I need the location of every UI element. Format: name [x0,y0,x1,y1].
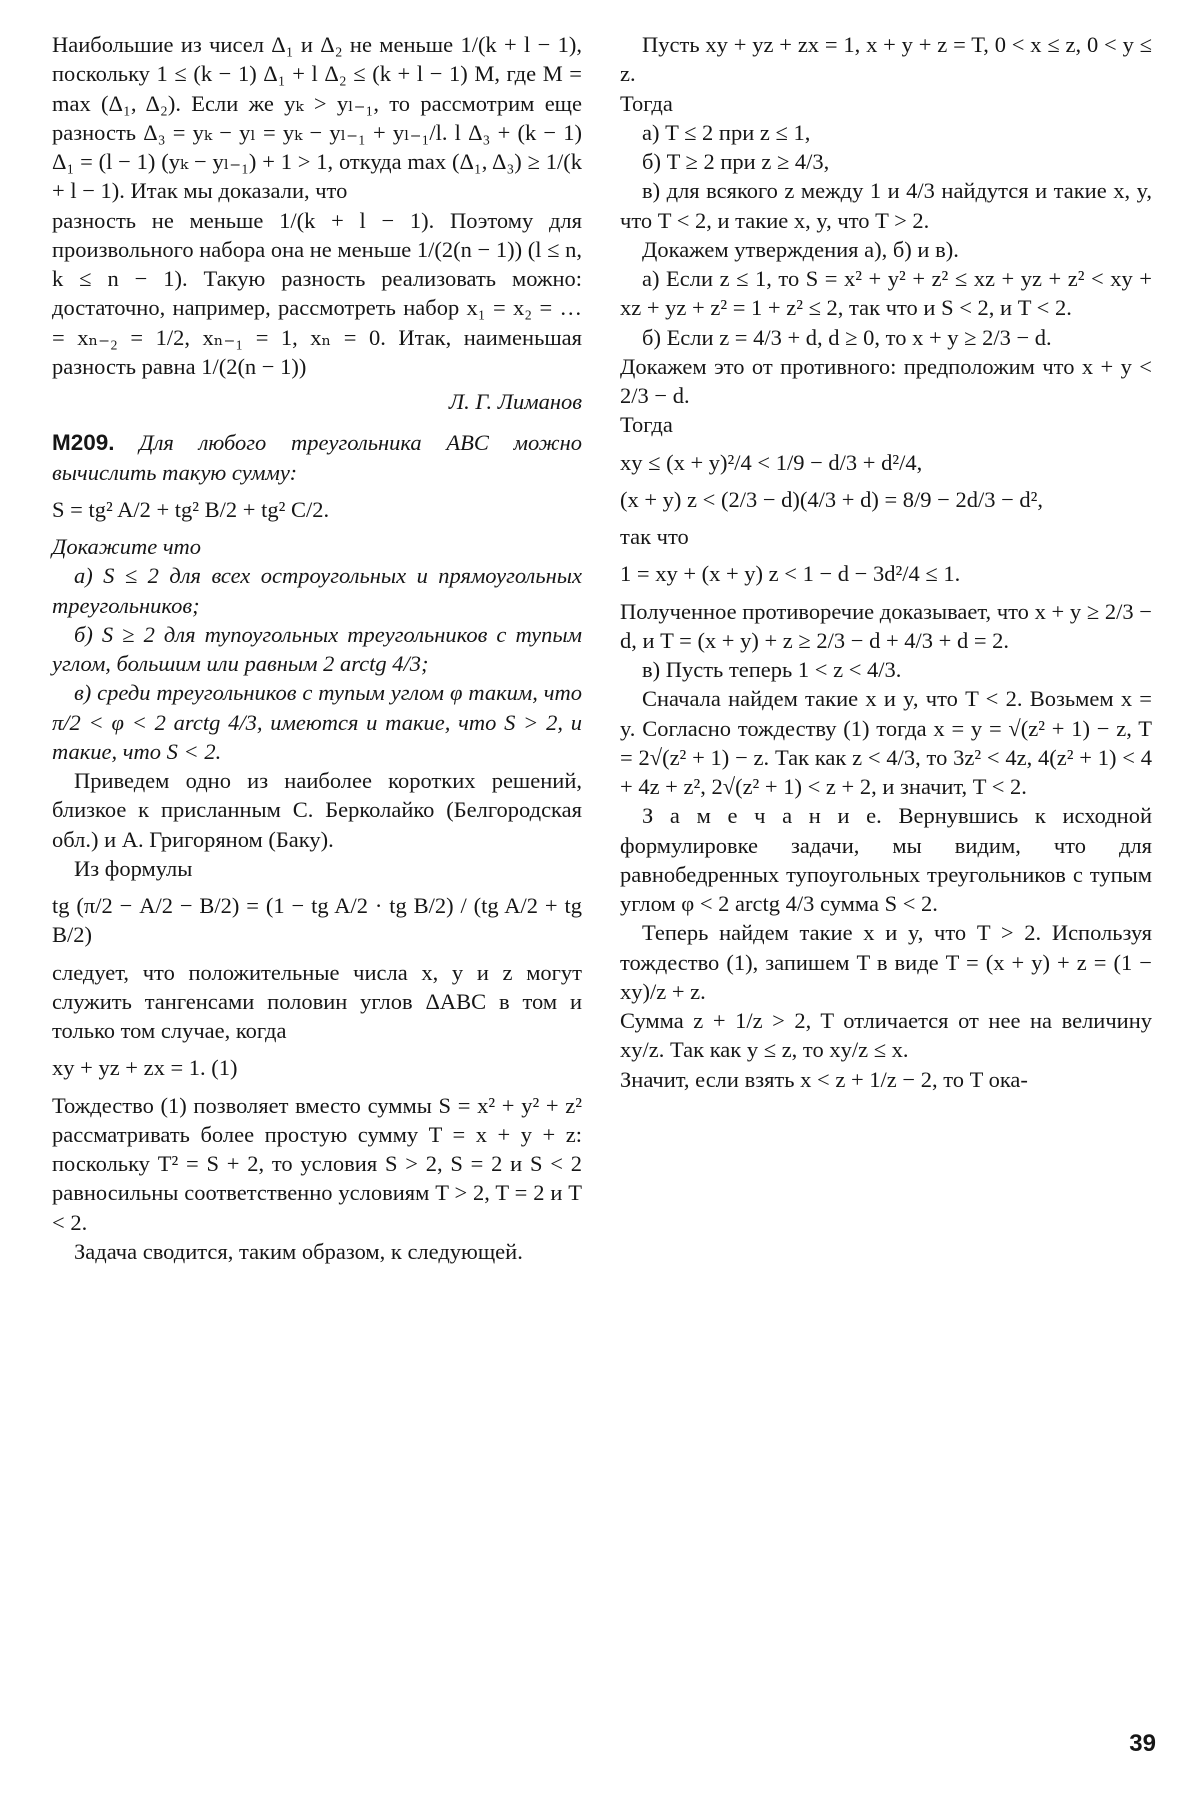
math-formula: xy ≤ (x + y)²/4 < 1/9 − d/3 + d²/4, [620,449,923,475]
text-paragraph: Из формулы [74,855,193,881]
text-paragraph: Докажем это от противного: предположим что x + y < 2/3 − d. [620,353,1152,408]
author-signature: Л. Г. Лиманов [448,389,582,414]
text-paragraph: а) S ≤ 2 для всех остроугольных и прямоугольных треугольников; [52,563,582,618]
text-paragraph: в) Пусть теперь 1 < z < 4/3. [642,657,902,682]
text-paragraph: Задача сводится, таким образом, к следующей. [74,1238,523,1264]
text-paragraph: З а м е ч а н и е. Вернувшись к исходной формулировке задачи, мы видим, что для равнобедренных тупоугольных треугольников с тупым углом φ < 2 arctg 4/3 сумма S < 2. [620,803,1152,916]
text-paragraph: Полученное противоречие доказывает, что x + y ≥ 2/3 − d, и T = (x + y) + z ≥ 2/3 − d + 4/3 + d = 2. [620,598,1152,653]
right-column [620,30,1152,1094]
text-paragraph: Приведем одно из наиболее коротких решений, близкое к присланным С. Берколайко (Белгородская обл.) и А. Григоряном (Баку). [52,768,582,852]
text-paragraph: б) S ≥ 2 для тупоугольных треугольников с тупым углом, большим или равным 2 arctg 4/3; [52,621,582,676]
text-paragraph: в) для всякого z между 1 и 4/3 найдутся и такие x, y, что T < 2, и такие x, y, что T > 2. [620,178,1152,233]
math-formula: (x + y) z < (2/3 − d)(4/3 + d) = 8/9 − 2d/3 − d², [620,486,1044,512]
math-formula: xy + yz + zx = 1. (1) [52,1055,238,1081]
text-paragraph: Сумма z + 1/z > 2, T отличается от нее на величину xy/z. Так как y ≤ z, то xy/z ≤ x. [620,1008,1152,1063]
math-formula: S = tg² A/2 + tg² B/2 + tg² C/2. [52,496,330,522]
page-number: 39 [1129,1730,1156,1757]
text-paragraph: а) T ≤ 2 при z ≤ 1, [642,119,811,145]
text-paragraph: Докажем утверждения а), б) и в). [642,236,959,262]
text-paragraph: Значит, если взять x < z + 1/z − 2, то T ока- [620,1066,1028,1092]
text-paragraph: б) Если z = 4/3 + d, d ≥ 0, то x + y ≥ 2/3 − d. [642,324,1052,350]
left-column [52,30,582,1266]
text-paragraph: Пусть xy + yz + zx = 1, x + y + z = T, 0 < x ≤ z, 0 < y ≤ z. [620,32,1152,87]
text-paragraph: Докажите что [52,534,202,559]
text-paragraph: в) среди треугольников с тупым углом φ таким, что π/2 < φ < 2 arctg 4/3, имеются и такие, что S > 2, и такие, что S < 2. [52,680,582,764]
math-formula: tg (π/2 − A/2 − B/2) = (1 − tg A/2 · tg B/2) / (tg A/2 + tg B/2) [52,893,582,948]
problem-statement [52,428,582,487]
problem-text: Для любого треугольника ABC можно вычислить такую сумму: [52,430,583,485]
text-paragraph: Теперь найдем такие x и y, что T > 2. Используя тождество (1), запишем T в виде T = (x + y) + z = (1 − xy)/z + z. [620,920,1152,1004]
text-paragraph: б) T ≥ 2 при z ≥ 4/3, [642,149,830,174]
text-paragraph: следует, что положительные числа x, y и z могут служить тангенсами половин углов ΔABC в том и только том случае, когда [52,959,582,1043]
text-paragraph: разность не меньше 1/(k + l − 1). Поэтому для произвольного набора она не меньше 1/(2(n − 1)) (l ≤ n, k ≤ n − 1). Такую разность реализовать можно: достаточно, например, рассмотреть набор x₁ = x₂ = … = xₙ₋₂ = 1/2, xₙ₋₁ = 1, xₙ = 0. Итак, наименьшая разность равна 1/(2(n − 1)) [52,207,582,379]
math-formula: 1 = xy + (x + y) z < 1 − d − 3d²/4 ≤ 1. [620,561,961,587]
text-paragraph: так что [620,524,689,549]
text-paragraph: а) Если z ≤ 1, то S = x² + y² + z² ≤ xz + yz + z² < xy + xz + yz + z² = 1 + z² ≤ 2, так что и S < 2, и T < 2. [620,266,1152,321]
text-paragraph: Тождество (1) позволяет вместо суммы S = x² + y² + z² рассматривать более простую сумму T = x + y + z: поскольку T² = S + 2, то условия S > 2, S = 2 и S < 2 равносильны соответственно условиям T > 2, T = 2 и T < 2. [52,1092,582,1235]
text-paragraph: Сначала найдем такие x и y, что T < 2. Возьмем x = y. Согласно тождеству (1) тогда x = y = √(z² + 1) − z, T = 2√(z² + 1) − z. Так как z < 4/3, то 3z² < 4z, 4(z² + 1) < 4 + 4z + z², 2√(z² + 1) < z + 2, и значит, T < 2. [620,686,1152,799]
text-paragraph: Наибольшие из чисел Δ₁ и Δ₂ не меньше 1/(k + l − 1), поскольку 1 ≤ (k − 1) Δ₁ + l Δ₂ ≤ (k + l − 1) M, где M = max (Δ₁, Δ₂). Если же yₖ > yₗ₋₁, то рассмотрим еще разность Δ₃ = yₖ − yₗ = yₖ − yₗ₋₁ + yₗ₋₁/l. l Δ₃ + (k − 1) Δ₁ = (l − 1) (yₖ − yₗ₋₁) + 1 > 1, откуда max (Δ₁, Δ₃) ≥ 1/(k + l − 1). Итак мы доказали, что [52,32,582,204]
problem-label: M209. [52,430,115,456]
text-paragraph: Тогда [620,90,673,116]
text-paragraph: Тогда [620,412,673,438]
